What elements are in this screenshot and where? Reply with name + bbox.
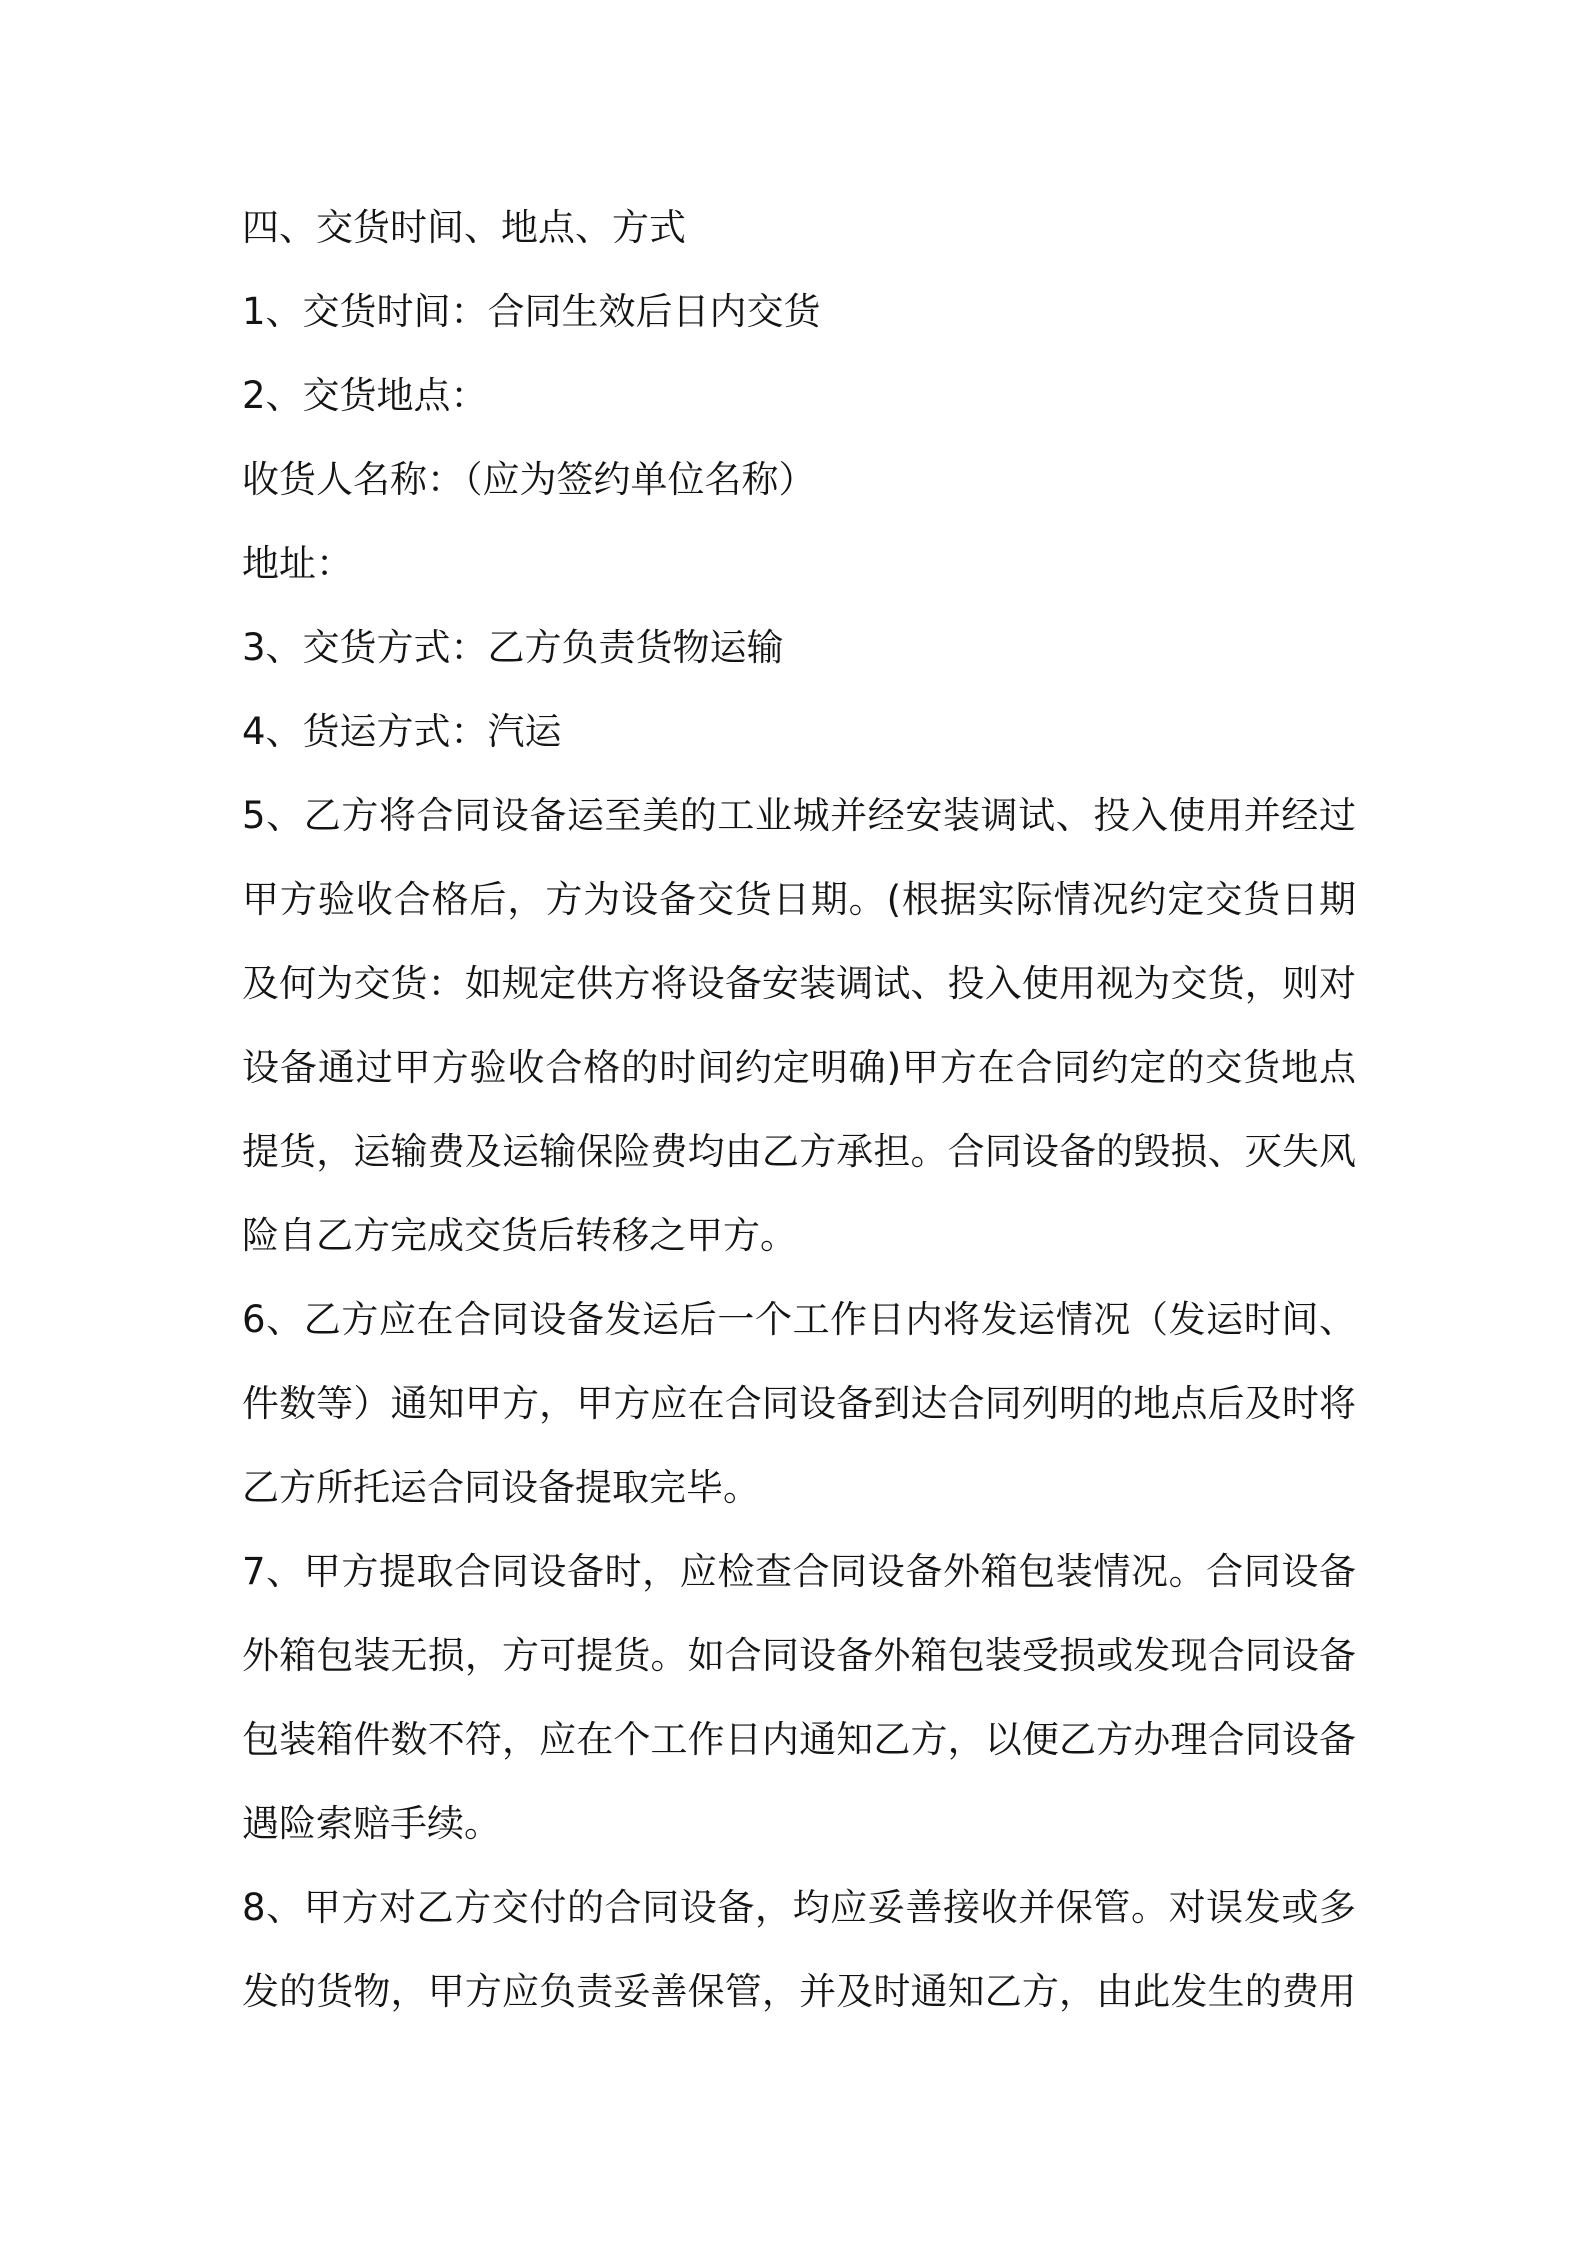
clause-7-line: 7、甲方提取合同设备时，应检查合同设备外箱包装情况。合同设备 [242, 1550, 1356, 1593]
clause-7-line: 包装箱件数不符，应在个工作日内通知乙方，以便乙方办理合同设备 [242, 1718, 1356, 1761]
delivery-method-item: 3、交货方式：乙方负责货物运输 [242, 626, 784, 669]
delivery-place-item: 2、交货地点： [242, 374, 488, 417]
shipping-method-item: 4、货运方式：汽运 [242, 710, 562, 753]
clause-5-line: 提货，运输费及运输保险费均由乙方承担。合同设备的毁损、灭失风 [242, 1130, 1356, 1173]
clause-6-line: 6、乙方应在合同设备发运后一个工作日内将发运情况（发运时间、 [242, 1298, 1356, 1341]
clause-6-line: 件数等）通知甲方，甲方应在合同设备到达合同列明的地点后及时将 [242, 1382, 1356, 1425]
clause-7 [242, 1530, 1356, 1866]
clause-5-line: 险自乙方完成交货后转移之甲方。 [242, 1214, 797, 1257]
clause-8 [242, 1866, 1356, 2034]
clause-5 [242, 774, 1356, 1278]
clause-5-line: 5、乙方将合同设备运至美的工业城并经安装调试、投入使用并经过 [242, 794, 1356, 837]
section-heading: 四、交货时间、地点、方式 [242, 206, 686, 249]
address-line: 地址： [242, 542, 353, 585]
clause-6-line: 乙方所托运合同设备提取完毕。 [242, 1466, 760, 1509]
clause-8-line: 发的货物，甲方应负责妥善保管，并及时通知乙方，由此发生的费用 [242, 1970, 1356, 2013]
clause-8-line: 8、甲方对乙方交付的合同设备，均应妥善接收并保管。对误发或多 [242, 1886, 1356, 1929]
delivery-time-item: 1、交货时间：合同生效后日内交货 [242, 290, 821, 333]
clause-5-line: 及何为交货：如规定供方将设备安装调试、投入使用视为交货，则对 [242, 962, 1356, 1005]
clause-6 [242, 1278, 1356, 1530]
document-page [242, 186, 1356, 2034]
clause-5-line: 甲方验收合格后，方为设备交货日期。(根据实际情况约定交货日期 [242, 878, 1356, 921]
clause-5-line: 设备通过甲方验收合格的时间约定明确)甲方在合同约定的交货地点 [242, 1046, 1356, 1089]
clause-7-line: 外箱包装无损，方可提货。如合同设备外箱包装受损或发现合同设备 [242, 1634, 1356, 1677]
consignee-name-line: 收货人名称：（应为签约单位名称） [242, 458, 816, 501]
clause-7-line: 遇险索赔手续。 [242, 1802, 501, 1845]
